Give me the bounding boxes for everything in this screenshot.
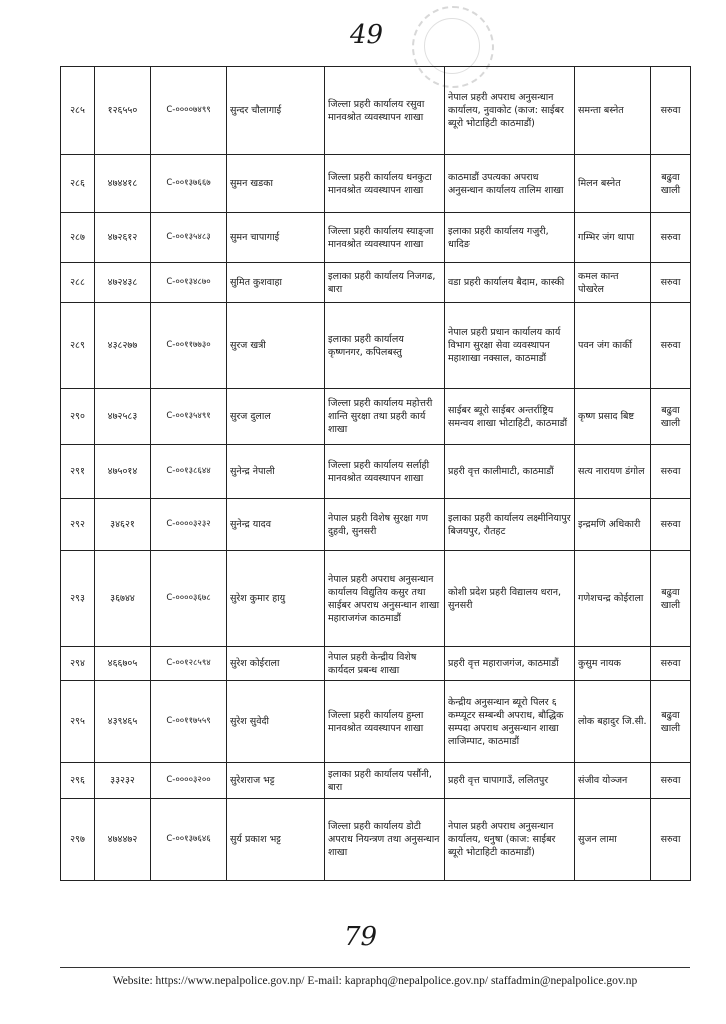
transfer-office-cell: कोशी प्रदेश प्रहरी विद्यालय धरान, सुनसरी [445,551,575,647]
page-number-bottom: 79 [344,922,378,952]
table-row [61,389,691,445]
person-name-cell: सुमित कुशवाहा [227,263,325,303]
serial-number-cell: २९३ [61,551,95,647]
serial-number-cell: २९६ [61,763,95,799]
replaced-officer-cell: समन्ता बस्नेत [575,67,651,155]
person-name-cell: सुरेश कोईराला [227,647,325,681]
transfer-office-cell: केन्द्रीय अनुसन्धान ब्यूरो पिलर ६ कम्प्यूटर सम्बन्धी अपराध, बौद्धिक सम्पदा अपराध अनुसन्धान शाखा लाजिम्पाट, काठमाडौं [445,681,575,763]
replaced-officer-cell: मिलन बस्नेत [575,155,651,213]
replaced-officer-cell: कृष्ण प्रसाद बिष्ट [575,389,651,445]
page-number-top: 49 [350,20,384,50]
person-name-cell: सुन्दर चौलागाई [227,67,325,155]
current-office-cell: जिल्ला प्रहरी कार्यालय रसुवा मानवश्रोत व्यवस्थापन शाखा [325,67,445,155]
serial-number-cell: २८६ [61,155,95,213]
replaced-officer-cell: लोक बहादुर जि.सी. [575,681,651,763]
transfer-office-cell: इलाका प्रहरी कार्यालय गजुरी, धादिङ [445,213,575,263]
transfer-table [60,66,691,881]
current-office-cell: जिल्ला प्रहरी कार्यालय धनकुटा मानवश्रोत व्यवस्थापन शाखा [325,155,445,213]
person-name-cell: सुमन चापागाई [227,213,325,263]
remark-cell: बढुवा खाली [651,551,691,647]
current-office-cell: इलाका प्रहरी कार्यालय पर्सौनी, बारा [325,763,445,799]
employee-code-cell: C-००१३८६४४ [151,445,227,499]
employee-code-cell: C-००१२८५९४ [151,647,227,681]
person-name-cell: सुरेश कुमार हायु [227,551,325,647]
serial-number-cell: २९२ [61,499,95,551]
table-row [61,799,691,881]
person-name-cell: सुर्य प्रकाश भट्ट [227,799,325,881]
current-office-cell: नेपाल प्रहरी केन्द्रीय विशेष कार्यदल प्रबन्ध शाखा [325,647,445,681]
transfer-office-cell: प्रहरी वृत्त कालीमाटी, काठमाडौं [445,445,575,499]
table-row [61,303,691,389]
replaced-officer-cell: इन्द्रमणि अधिकारी [575,499,651,551]
employee-code-cell: C-००१३४८७० [151,263,227,303]
police-id-cell: ४७२४३८ [95,263,151,303]
replaced-officer-cell: सत्य नारायण डंगोल [575,445,651,499]
table-row [61,647,691,681]
serial-number-cell: २८७ [61,213,95,263]
person-name-cell: सुरेशराज भट्ट [227,763,325,799]
police-id-cell: ३४६२१ [95,499,151,551]
employee-code-cell: C-००००३२०० [151,763,227,799]
table-row [61,155,691,213]
police-id-cell: ३६७४४ [95,551,151,647]
replaced-officer-cell: संजीव योञ्जन [575,763,651,799]
police-id-cell: ४७५०१४ [95,445,151,499]
remark-cell: सरुवा [651,647,691,681]
table-row [61,445,691,499]
replaced-officer-cell: पवन जंग कार्की [575,303,651,389]
table-body [61,67,691,881]
current-office-cell: इलाका प्रहरी कार्यालय निजगढ, बारा [325,263,445,303]
serial-number-cell: २८५ [61,67,95,155]
transfer-office-cell: नेपाल प्रहरी अपराध अनुसन्धान कार्यालय, नुवाकोट (काज: साईबर ब्यूरो भोटाहिटी काठमाडौं) [445,67,575,155]
current-office-cell: इलाका प्रहरी कार्यालय कृष्णनगर, कपिलबस्तु [325,303,445,389]
employee-code-cell: C-००१३५४८३ [151,213,227,263]
current-office-cell: जिल्ला प्रहरी कार्यालय हुम्ला मानवश्रोत व्यवस्थापन शाखा [325,681,445,763]
serial-number-cell: २८८ [61,263,95,303]
serial-number-cell: २९४ [61,647,95,681]
transfer-office-cell: प्रहरी वृत्त चापागाउँ, ललितपुर [445,763,575,799]
police-id-cell: ४३८२७७ [95,303,151,389]
table-row [61,263,691,303]
police-id-cell: ३३२३२ [95,763,151,799]
current-office-cell: नेपाल प्रहरी अपराध अनुसन्धान कार्यालय विद्युतिय कसुर तथा साईबर अपराध अनुसन्धान शाखा महाराजगंज काठमाडौं [325,551,445,647]
table-row [61,213,691,263]
person-name-cell: सुनेन्द्र नेपाली [227,445,325,499]
serial-number-cell: २९७ [61,799,95,881]
police-id-cell: ४७४४७२ [95,799,151,881]
table-row [61,763,691,799]
replaced-officer-cell: कुसुम नायक [575,647,651,681]
current-office-cell: नेपाल प्रहरी विशेष सुरक्षा गण दुहवी, सुनसरी [325,499,445,551]
serial-number-cell: २८९ [61,303,95,389]
person-name-cell: सुनेन्द्र यादव [227,499,325,551]
police-id-cell: ४७४४१८ [95,155,151,213]
employee-code-cell: C-००००३६७८ [151,551,227,647]
remark-cell: सरुवा [651,213,691,263]
transfer-office-cell: साईबर ब्यूरो साईबर अन्तर्राष्ट्रिय समन्वय शाखा भोटाहिटी, काठमाडौं [445,389,575,445]
employee-code-cell: C-००१३७६४६ [151,799,227,881]
remark-cell: बढुवा खाली [651,155,691,213]
table-row [61,67,691,155]
employee-code-cell: C-००११७५५९ [151,681,227,763]
remark-cell: सरुवा [651,445,691,499]
replaced-officer-cell: गम्भिर जंग थापा [575,213,651,263]
transfer-office-cell: वडा प्रहरी कार्यालय बैदाम, कास्की [445,263,575,303]
transfer-office-cell: काठमाडौं उपत्यका अपराध अनुसन्धान कार्यालय तालिम शाखा [445,155,575,213]
transfer-office-cell: नेपाल प्रहरी प्रधान कार्यालय कार्य विभाग सुरक्षा सेवा व्यवस्थापन महाशाखा नक्साल, काठमाडौं [445,303,575,389]
replaced-officer-cell: सुजन लामा [575,799,651,881]
remark-cell: सरुवा [651,499,691,551]
employee-code-cell: C-००११७७३० [151,303,227,389]
police-id-cell: ४६६७०५ [95,647,151,681]
police-id-cell: ४३९४६५ [95,681,151,763]
employee-code-cell: C-००००३२३२ [151,499,227,551]
current-office-cell: जिल्ला प्रहरी कार्यालय डोटी अपराध नियन्त्रण तथा अनुसन्धान शाखा [325,799,445,881]
police-id-cell: १२६५५० [95,67,151,155]
person-name-cell: सुरज दुलाल [227,389,325,445]
person-name-cell: सुमन खडका [227,155,325,213]
table-row [61,551,691,647]
employee-code-cell: C-००००७४९९ [151,67,227,155]
remark-cell: सरुवा [651,799,691,881]
serial-number-cell: २९५ [61,681,95,763]
person-name-cell: सुरेश सुवेदी [227,681,325,763]
current-office-cell: जिल्ला प्रहरी कार्यालय सर्लाही मानवश्रोत व्यवस्थापन शाखा [325,445,445,499]
transfer-office-cell: इलाका प्रहरी कार्यालय लक्ष्मीनियापुर बिजयपुर, रौतहट [445,499,575,551]
table-row [61,499,691,551]
footer-contact: Website: https://www.nepalpolice.gov.np/ E-mail: kapraphq@nepalpolice.gov.np/ staffadmin@nepalpolice.gov.np [112,975,638,987]
person-name-cell: सुरज खत्री [227,303,325,389]
employee-code-cell: C-००१३५४९१ [151,389,227,445]
transfer-office-cell: प्रहरी वृत्त महाराजगंज, काठमाडौं [445,647,575,681]
remark-cell: सरुवा [651,67,691,155]
remark-cell: सरुवा [651,303,691,389]
replaced-officer-cell: कमल कान्त पोखरेल [575,263,651,303]
serial-number-cell: २९१ [61,445,95,499]
remark-cell: बढुवा खाली [651,681,691,763]
footer-divider [60,967,690,968]
current-office-cell: जिल्ला प्रहरी कार्यालय स्याङ्जा मानवश्रोत व्यवस्थापन शाखा [325,213,445,263]
current-office-cell: जिल्ला प्रहरी कार्यालय महोत्तरी शान्ति सुरक्षा तथा प्रहरी कार्य शाखा [325,389,445,445]
table-row [61,681,691,763]
remark-cell: सरुवा [651,263,691,303]
replaced-officer-cell: गणेशचन्द्र कोईराला [575,551,651,647]
remark-cell: सरुवा [651,763,691,799]
police-id-cell: ४७२६१२ [95,213,151,263]
employee-code-cell: C-००१३७६६७ [151,155,227,213]
serial-number-cell: २९० [61,389,95,445]
transfer-office-cell: नेपाल प्रहरी अपराध अनुसन्धान कार्यालय, धनुषा (काज: साईबर ब्यूरो भोटाहिटी काठमाडौं) [445,799,575,881]
remark-cell: बढुवा खाली [651,389,691,445]
police-id-cell: ४७२५८३ [95,389,151,445]
